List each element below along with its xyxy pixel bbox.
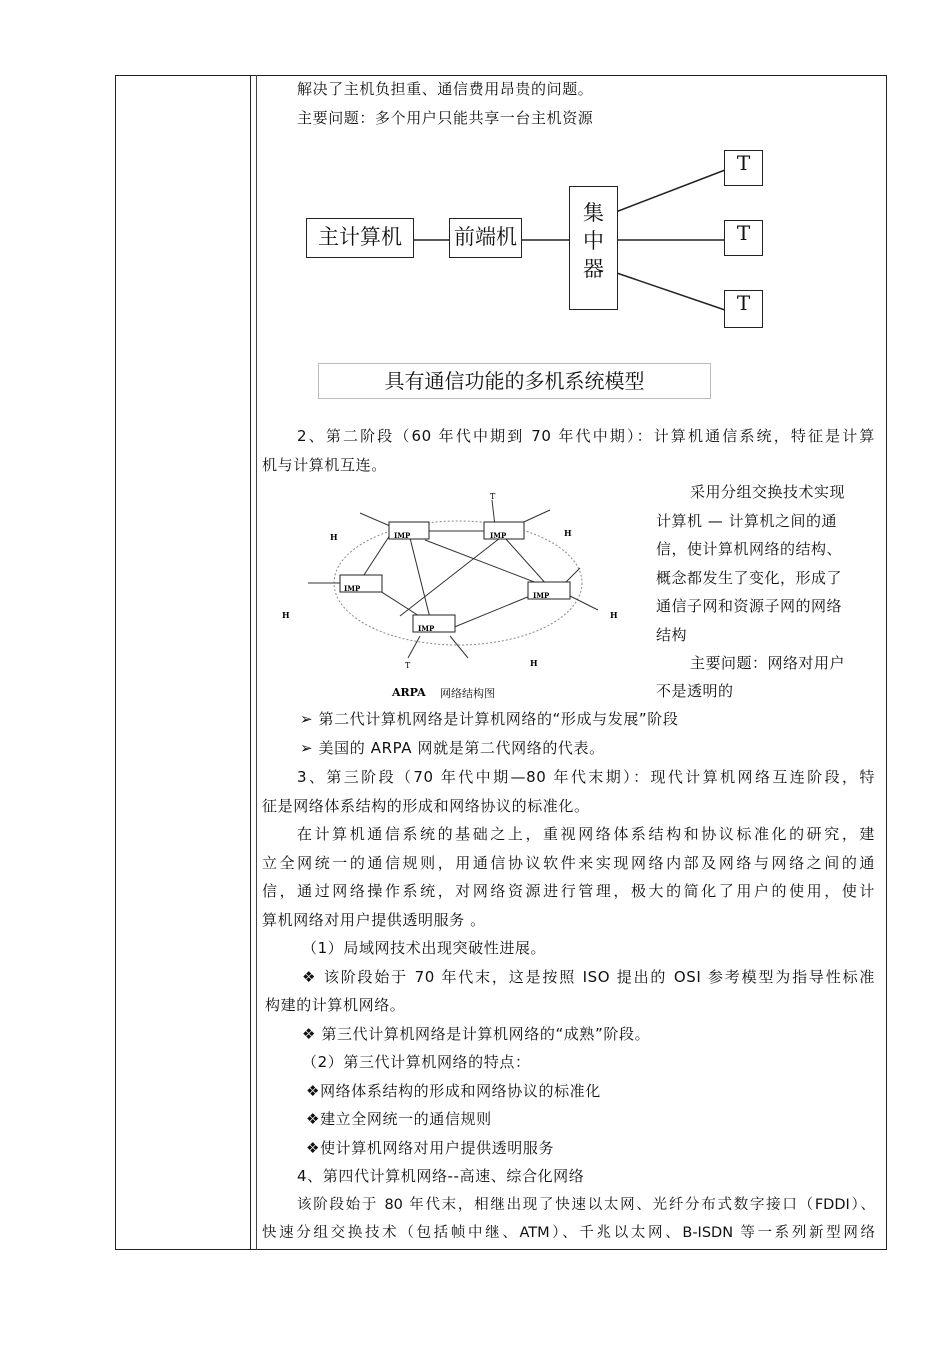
imp-label: IMP <box>533 591 550 600</box>
imp-label: IMP <box>394 531 411 540</box>
stage3-line: 算机网络对用户提供透明服务 。 <box>262 911 486 929</box>
imp-label: IMP <box>490 531 507 540</box>
diamond-bullet: ❖ 第三代计算机网络是计算机网络的“成熟”阶段。 <box>302 1025 651 1043</box>
diamond-icon: ❖ <box>302 968 318 986</box>
stage3-line: 3、第三阶段（70 年代中期—80 年代末期）：现代计算机网络互连阶段，特 <box>297 768 875 786</box>
arrow-bullet: ➢ 美国的 ARPA 网就是第二代网络的代表。 <box>300 739 605 757</box>
stage3-line: （2）第三代计算机网络的特点： <box>302 1053 531 1071</box>
host-label: H <box>610 610 618 620</box>
stage3-line: 立全网统一的通信规则，用通信协议软件来实现网络内部及网络与网络之间的通 <box>262 854 875 872</box>
diamond-bullet: ❖使计算机网络对用户提供透明服务 <box>306 1139 555 1157</box>
stage3-line: 征是网络体系结构的形成和网络协议的标准化。 <box>262 797 590 815</box>
stage3-line: （1）局域网技术出现突破性进展。 <box>302 939 547 957</box>
concentrator-char: 集 <box>583 201 604 225</box>
host-computer-box: 主计算机 <box>306 218 414 258</box>
diamond-icon: ❖ <box>306 1082 321 1100</box>
column-divider-inner <box>256 75 257 1250</box>
host-label: H <box>564 528 572 538</box>
arrow-bullet: ➢ 第二代计算机网络是计算机网络的“形成与发展”阶段 <box>300 710 679 728</box>
stage4-line: 该阶段始于 80 年代末，相继出现了快速以太网、光纤分布式数字接口（FDDI）、 <box>297 1197 875 1213</box>
stage2-line: 机与计算机互连。 <box>262 456 387 474</box>
arrow-icon: ➢ <box>300 710 314 728</box>
side-text: 计算机 — 计算机之间的通 <box>656 512 838 530</box>
diamond-icon: ❖ <box>306 1110 321 1128</box>
text-line: 解决了主机负担重、通信费用昂贵的问题。 <box>297 80 594 98</box>
diamond-bullet: ❖ 该阶段始于 70 年代末，这是按照 ISO 提出的 OSI 参考模型为指导性标准 <box>302 968 875 986</box>
diamond-bullet: ❖建立全网统一的通信规则 <box>306 1110 492 1128</box>
side-text: 通信子网和资源子网的网络 <box>656 597 843 615</box>
terminal-box: T <box>724 290 763 328</box>
stage3-line: 构建的计算机网络。 <box>265 996 406 1014</box>
concentrator-box <box>569 186 618 310</box>
side-text: 不是透明的 <box>656 682 734 700</box>
concentrator-char: 器 <box>583 257 604 281</box>
terminal-box: T <box>724 220 763 256</box>
stage3-line: 在计算机通信系统的基础之上，重视网络体系结构和协议标准化的研究，建 <box>297 825 875 843</box>
concentrator-char: 中 <box>583 229 604 253</box>
arpa-title: ARPA <box>392 686 426 699</box>
arrow-icon: ➢ <box>300 739 314 757</box>
stage4-line: 快速分组交换技术（包括帧中继、ATM）、千兆以太网、B-ISDN 等一系列新型网络 <box>262 1225 875 1241</box>
side-text: 采用分组交换技术实现 <box>690 483 846 501</box>
terminal-label: T <box>405 661 411 670</box>
arpa-subtitle: 网络结构图 <box>440 687 495 700</box>
stage3-line: 信，通过网络操作系统，对网络资源进行管理，极大的简化了用户的使用，使计 <box>262 882 875 900</box>
frontend-box: 前端机 <box>449 218 522 258</box>
side-text: 主要问题：网络对用户 <box>690 654 846 672</box>
side-text: 信，使计算机网络的结构、 <box>656 540 843 558</box>
imp-label: IMP <box>344 584 361 593</box>
imp-label: IMP <box>418 624 435 633</box>
side-text: 概念都发生了变化，形成了 <box>656 569 843 587</box>
host-label: H <box>330 532 338 542</box>
host-label: H <box>282 610 290 620</box>
side-text: 结构 <box>656 626 688 644</box>
terminal-label: T <box>490 492 496 501</box>
column-divider <box>250 75 251 1250</box>
arpa-network-diagram <box>280 488 640 708</box>
host-label: H <box>530 658 538 668</box>
stage4-line: 4、第四代计算机网络--高速、综合化网络 <box>297 1167 585 1185</box>
stage2-line: 2、第二阶段（60 年代中期到 70 年代中期）：计算机通信系统，特征是计算 <box>297 427 875 445</box>
terminal-box: T <box>724 150 763 186</box>
diamond-icon: ❖ <box>306 1139 321 1157</box>
diamond-icon: ❖ <box>302 1025 317 1043</box>
diagram-caption: 具有通信功能的多机系统模型 <box>318 363 711 399</box>
text-line: 主要问题：多个用户只能共享一台主机资源 <box>297 109 594 127</box>
diamond-bullet: ❖网络体系结构的形成和网络协议的标准化 <box>306 1082 601 1100</box>
